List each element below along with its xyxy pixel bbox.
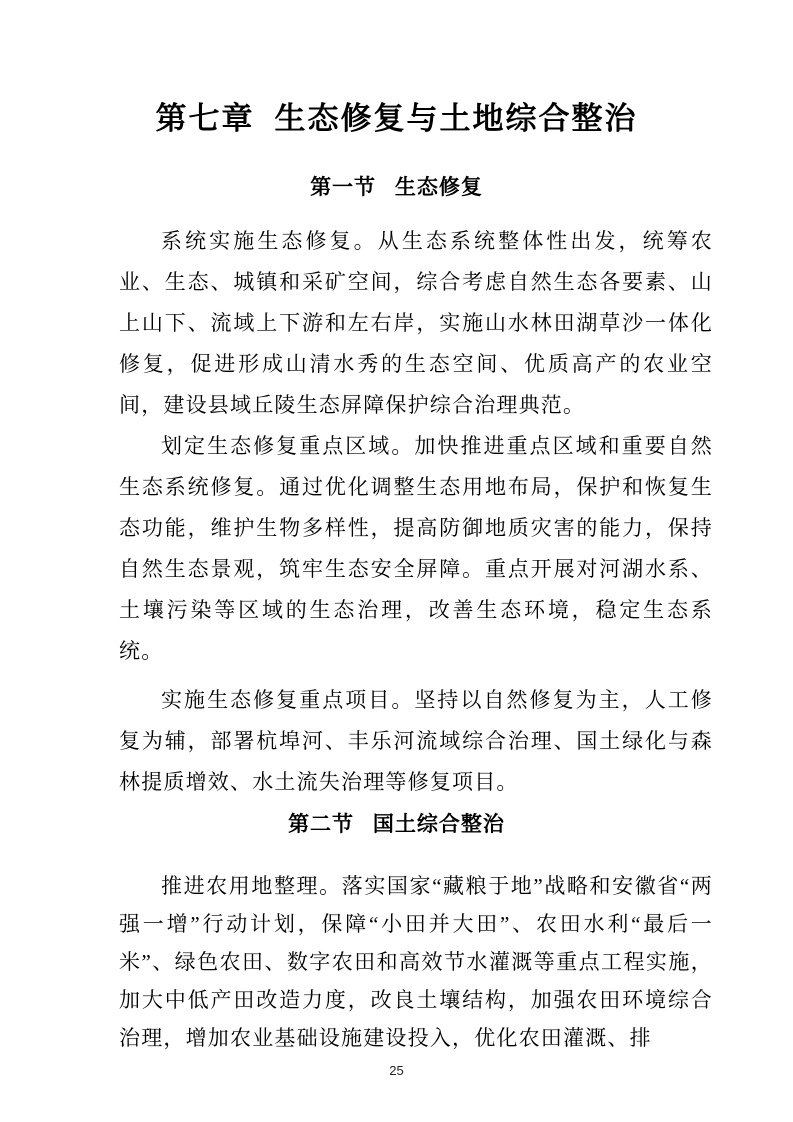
section-1-paragraph-3: 实施生态修复重点项目。坚持以自然修复为主，人工修复为辅，部署杭埠河、丰乐河流域综合治理、国土绿化与森林提质增效、水土流失治理等修复项目。 [119,688,713,794]
section-2-paragraph-1: 推进农用地整理。落实国家“藏粮于地”战略和安徽省“两强一增”行动计划，保障“小田并大田”、农田水利“最后一米”、绿色农田、数字农田和高效节水灌溉等重点工程实施，加大中低产田改造力度，改良土壤结构，加强农田环境综合治理，增加农业基础设施建设投入，优化农田灌溉、排 [119,874,713,1050]
section-1-paragraph-2: 划定生态修复重点区域。加快推进重点区域和重要自然生态系统修复。通过优化调整生态用地布局，保护和恢复生态功能，维护生物多样性，提高防御地质灾害的能力，保持自然生态景观，筑牢生态安全屏障。重点开展对河湖水系、土壤污染等区域的生态治理，改善生态环境，稳定生态系统。 [119,434,713,663]
page-number: 25 [389,1063,404,1078]
section-2-heading: 第二节 国土综合整治 [288,812,505,836]
section-1-heading: 第一节 生态修复 [310,175,483,199]
chapter-title: 第七章 生态修复与土地综合整治 [155,101,638,136]
section-1-paragraph-1: 系统实施生态修复。从生态系统整体性出发，统筹农业、生态、城镇和采矿空间，综合考虑自然生态各要素、山上山下、流域上下游和左右岸，实施山水林田湖草沙一体化修复，促进形成山清水秀的生态空间、优质高产的农业空间，建设县域丘陵生态屏障保护综合治理典范。 [119,229,713,417]
